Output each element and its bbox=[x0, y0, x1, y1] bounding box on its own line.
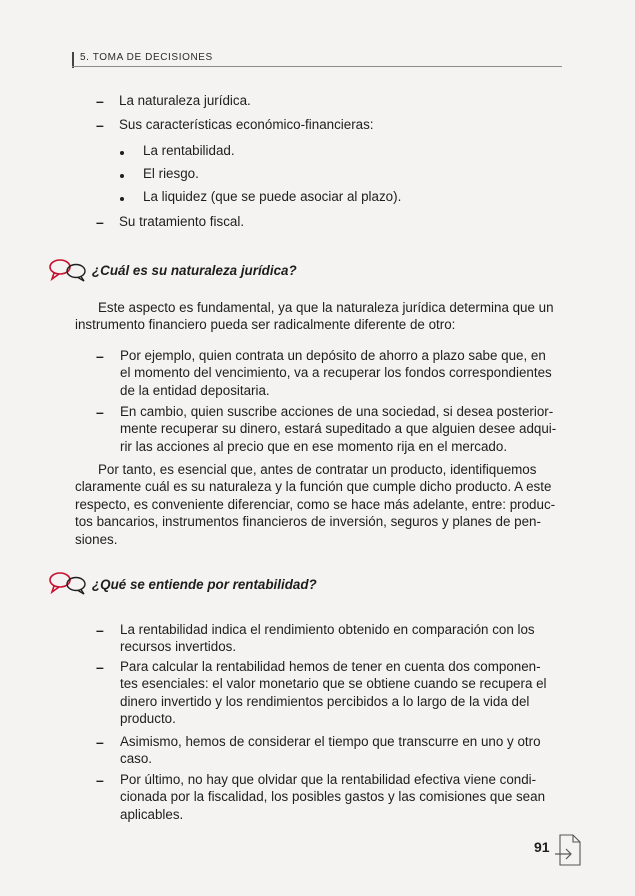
list-item bbox=[120, 403, 556, 455]
text-line: el momento del vencimiento, va a recuperar los fondos correspondientes bbox=[120, 365, 552, 381]
section-title: 5. TOMA DE DECISIONES bbox=[80, 52, 213, 63]
question-heading: ¿Cuál es su naturaleza jurídica? bbox=[92, 263, 297, 278]
dash-bullet: – bbox=[96, 404, 104, 420]
question-heading: ¿Qué se entiende por rentabilidad? bbox=[92, 577, 317, 592]
text-line: rir las acciones al precio que en ese momento rija en el mercado. bbox=[120, 438, 508, 454]
running-header bbox=[72, 50, 562, 70]
dot-bullet bbox=[120, 151, 124, 155]
dash-bullet: – bbox=[96, 93, 104, 109]
dot-bullet bbox=[120, 174, 124, 178]
closing-paragraph bbox=[75, 461, 555, 548]
dash-bullet: – bbox=[96, 214, 104, 230]
intro-paragraph bbox=[75, 299, 565, 334]
header-rule bbox=[72, 66, 562, 67]
text-line: Este aspecto es fundamental, ya que la naturaleza jurídica determina que un bbox=[98, 300, 554, 315]
dash-bullet: – bbox=[96, 622, 104, 638]
speech-bubbles-icon bbox=[48, 258, 88, 282]
speech-bubbles-icon bbox=[48, 571, 88, 595]
text-line: instrumento financiero pueda ser radicalmente diferente de otro: bbox=[75, 317, 456, 333]
list-item bbox=[120, 347, 552, 399]
dot-bullet bbox=[120, 197, 124, 201]
text-line: tos bancarios, instrumentos financieros de inversión, seguros y planes de pen- bbox=[75, 514, 541, 530]
dash-bullet: – bbox=[96, 117, 104, 133]
text-line: caso. bbox=[120, 751, 153, 767]
text-line: La rentabilidad indica el rendimiento obtenido en comparación con los bbox=[120, 622, 535, 637]
text-line: En cambio, quien suscribe acciones de una sociedad, si desea posterior- bbox=[120, 404, 554, 419]
list-item: La naturaleza jurídica. bbox=[119, 93, 251, 108]
dash-bullet: – bbox=[96, 348, 104, 364]
sub-list-item: La liquidez (que se puede asociar al plazo). bbox=[143, 189, 402, 204]
next-page-icon bbox=[553, 832, 585, 868]
list-item bbox=[120, 771, 545, 823]
text-line: de la entidad depositaria. bbox=[120, 382, 270, 398]
text-line: dinero invertido y los rendimientos percibidos a lo largo de la vida del bbox=[120, 693, 530, 709]
text-line: tes esenciales: el valor monetario que se obtiene cuando se recupera el bbox=[120, 676, 547, 692]
dash-bullet: – bbox=[96, 659, 104, 675]
sub-list-item: El riesgo. bbox=[143, 166, 199, 181]
text-line: siones. bbox=[75, 531, 118, 547]
list-item bbox=[120, 658, 547, 728]
text-line: Por tanto, es esencial que, antes de contratar un producto, identifiquemos bbox=[98, 462, 537, 477]
text-line: Asimismo, hemos de considerar el tiempo que transcurre en uno y otro bbox=[120, 734, 541, 749]
text-line: respecto, es conveniente diferenciar, como se hace más adelante, entre: produc- bbox=[75, 496, 556, 512]
dash-bullet: – bbox=[96, 772, 104, 788]
text-line: claramente cuál es su naturaleza y la función que cumple dicho producto. A este bbox=[75, 479, 552, 495]
page-number: 91 bbox=[534, 839, 550, 855]
text-line: producto. bbox=[120, 711, 176, 727]
text-line: aplicables. bbox=[120, 806, 184, 822]
text-line: Por último, no hay que olvidar que la rentabilidad efectiva viene condi- bbox=[120, 772, 537, 787]
list-item: Su tratamiento fiscal. bbox=[119, 214, 245, 229]
dash-bullet: – bbox=[96, 734, 104, 750]
text-line: mente recuperar su dinero, estará supeditado a que alguien desee adqui- bbox=[120, 421, 557, 437]
sub-list-item: La rentabilidad. bbox=[143, 143, 235, 158]
list-item bbox=[120, 621, 535, 656]
list-item: Sus características económico-financieras: bbox=[119, 117, 374, 132]
text-line: cionada por la fiscalidad, los posibles gastos y las comisiones que sean bbox=[120, 789, 546, 805]
list-item bbox=[120, 733, 541, 768]
text-line: Por ejemplo, quien contrata un depósito de ahorro a plazo sabe que, en bbox=[120, 348, 546, 363]
text-line: Para calcular la rentabilidad hemos de tener en cuenta dos componen- bbox=[120, 659, 541, 674]
text-line: recursos invertidos. bbox=[120, 639, 237, 655]
